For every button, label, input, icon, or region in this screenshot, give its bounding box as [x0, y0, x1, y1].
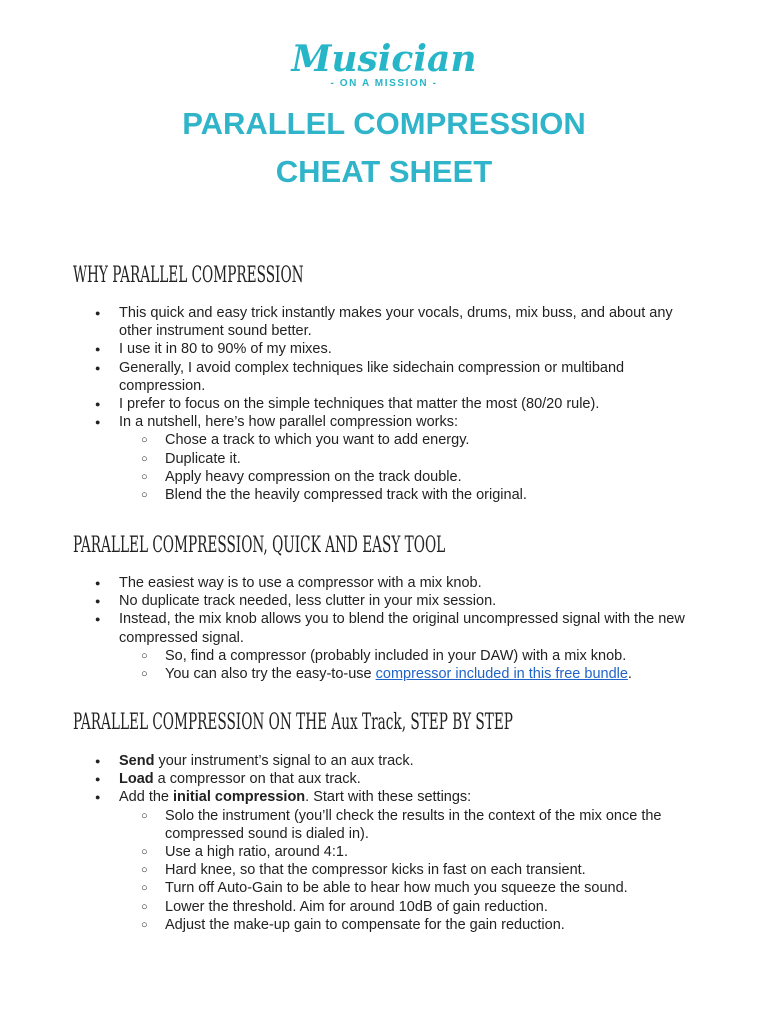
section-heading-why: WHY PARALLEL COMPRESSION	[73, 263, 304, 288]
step-text: . Start with these settings:	[305, 789, 472, 806]
step-prefix: Add the	[119, 789, 174, 806]
list-item: ● I prefer to focus on the simple techniques that matter the most (80/20 rule).	[95, 395, 705, 413]
sub-list-item: ○ So, find a compressor (probably included in your DAW) with a mix knob.	[141, 647, 705, 665]
list-item: ● No duplicate track needed, less clutter in your mix session.	[95, 592, 705, 610]
sub-list	[141, 431, 705, 504]
sub-list-item: ○ Turn off Auto-Gain to be able to hear how much you squeeze the sound.	[141, 879, 705, 897]
sub-list-item: ○ Apply heavy compression on the track double.	[141, 468, 705, 486]
sub-list-item: ○ Duplicate it.	[141, 450, 705, 468]
sub-list-item: ○ Adjust the make-up gain to compensate for the gain reduction.	[141, 916, 705, 934]
sub-list-item: ○ Blend the the heavily compressed track with the original.	[141, 486, 705, 504]
free-bundle-link[interactable]: compressor included in this free bundle	[375, 666, 628, 683]
why-list	[95, 304, 705, 504]
list-item-text: In a nutshell, here’s how parallel compression works:	[119, 414, 459, 431]
sub-list-item: ○ Use a high ratio, around 4:1.	[141, 843, 705, 861]
list-item: ● The easiest way is to use a compressor with a mix knob.	[95, 574, 705, 592]
step-text: your instrument’s signal to an aux track.	[154, 753, 414, 769]
steps-list	[95, 752, 705, 934]
section-heading-steps: PARALLEL COMPRESSION ON THE Aux Track, STEP BY STEP	[73, 710, 513, 735]
tool-list	[95, 574, 705, 683]
list-item	[95, 413, 705, 504]
sub-list-item	[141, 665, 705, 683]
list-item: ● Generally, I avoid complex techniques like sidechain compression or multiband compression.	[95, 359, 705, 395]
list-item: ● This quick and easy trick instantly makes your vocals, drums, mix buss, and about any other instrument sound better.	[95, 304, 705, 340]
list-item: ● I use it in 80 to 90% of my mixes.	[95, 340, 705, 358]
sub-list-item: ○ Lower the threshold. Aim for around 10dB of gain reduction.	[141, 898, 705, 916]
sub-list	[141, 807, 705, 934]
step-text: a compressor on that aux track.	[153, 771, 361, 788]
sub-item-prefix: You can also try the easy-to-use	[165, 666, 376, 683]
section-heading-tool: PARALLEL COMPRESSION, QUICK AND EASY TOOL	[73, 533, 446, 558]
sub-item-suffix: .	[627, 666, 632, 683]
sub-list	[141, 647, 705, 683]
list-item	[95, 752, 705, 770]
list-item-text: Instead, the mix knob allows you to blend the original uncompressed signal with the new compressed signal.	[119, 611, 685, 646]
list-item	[95, 610, 705, 683]
step-keyword: initial compression	[173, 789, 306, 806]
logo-wordmark: Musician	[291, 38, 477, 80]
page-title-line2: CHEAT SHEET	[275, 154, 493, 189]
sub-list-item: ○ Chose a track to which you want to add energy.	[141, 431, 705, 449]
sub-list-item: ○ Solo the instrument (you’ll check the results in the context of the mix once the compressed sound is dialed in).	[141, 807, 705, 843]
step-keyword: Load	[119, 771, 154, 788]
list-item	[95, 770, 705, 788]
step-keyword: Send	[119, 753, 155, 769]
page-title-line1: PARALLEL COMPRESSION	[182, 106, 586, 141]
brand-logo	[0, 38, 768, 100]
logo-tagline: - ON A MISSION -	[330, 78, 438, 89]
list-item	[95, 788, 705, 934]
sub-list-item: ○ Hard knee, so that the compressor kicks in fast on each transient.	[141, 861, 705, 879]
